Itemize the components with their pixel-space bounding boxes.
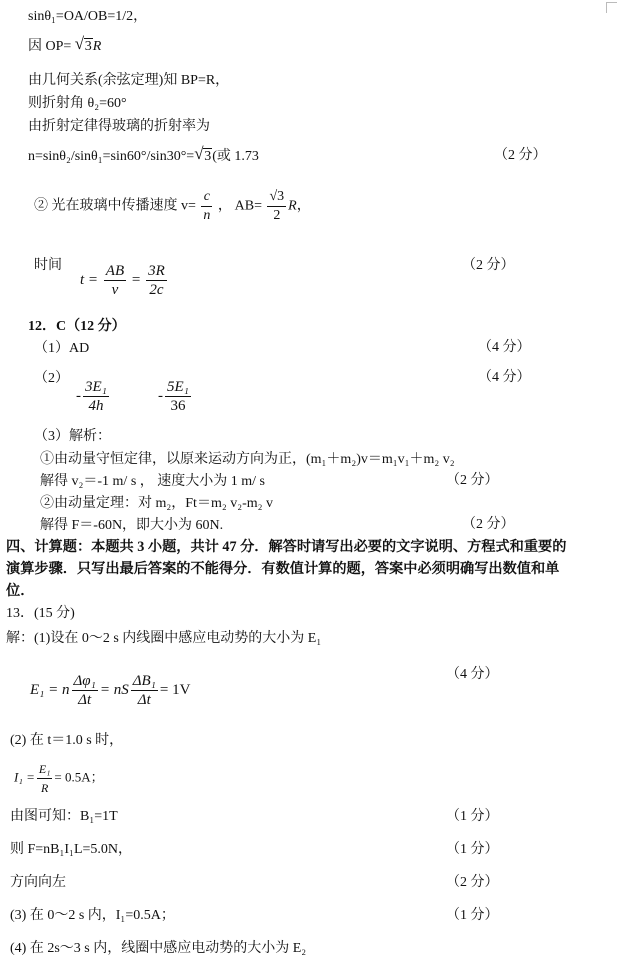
q13-direction: 方向向左 xyxy=(10,875,66,890)
line-time-label: 时间 xyxy=(34,258,62,273)
q13-part1: 解：(1)设在 0～2 s 内线圈中感应电动势的大小为 E₁ xyxy=(6,631,322,646)
q13-part3: (3) 在 0～2 s 内，I₁=0.5A； xyxy=(10,908,175,923)
answer-3-solve-f: 解得 F＝-60N，即大小为 60N. xyxy=(40,518,224,533)
eq-emf-e1: E₁ = n $\frac{\text{Δφ₁}}{\Delta t}$ = nS $\frac{\text{ΔB₁}}{\Delta t}$ = 1V xyxy=(30,673,191,708)
points-solve-f: （2 分） xyxy=(462,517,515,532)
fraction-3e1-over-4h: $\frac{\text{3E₁}}{4h}$ xyxy=(85,379,107,414)
points-index: （2 分） xyxy=(494,148,547,163)
fraction-dphi-over-dt: $\frac{\text{Δφ₁}}{\Delta t}$ xyxy=(73,673,96,708)
points-b1: （1 分） xyxy=(446,809,499,824)
ab-prefix: ， AB= xyxy=(217,198,262,214)
points-answer-2: （4 分） xyxy=(478,370,531,385)
line-speed: ② 光在玻璃中传播速度 v= $\frac{c}{n}$ ， AB= $\frac{√3}{2}$ R， xyxy=(34,189,311,223)
section-12: 12．C（12 分） xyxy=(28,319,126,334)
points-answer-1: （4 分） xyxy=(478,340,531,355)
fraction-sqrt3-over-2: $\frac{√3}{2}$ xyxy=(269,189,285,223)
eq-time: t = $\frac{AB}{v}$ = $\frac{3R}{2c}$ xyxy=(80,263,165,298)
page-corner-marker xyxy=(606,2,617,13)
q13-part2: (2) 在 t＝1.0 s 时， xyxy=(10,733,124,748)
fraction-3r-over-2c: $\frac{3R}{2c}$ xyxy=(148,263,165,298)
section-4-line-1: 四、计算题：本题共 3 小题，共计 47 分．解答时请写出必要的文字说明、方程式和重要的 xyxy=(6,539,567,555)
q13-part4: (4) 在 2s～3 s 内，线圈中感应电动势的大小为 E₂ xyxy=(10,941,307,956)
eq-current-i1: I₁ = $\frac{\text{E₁}}{R}$ = 0.5A； xyxy=(14,762,104,795)
points-emf-e1: （4 分） xyxy=(446,667,499,682)
fraction-c-over-n: $\frac{c}{n}$ xyxy=(203,189,211,223)
speed-prefix: ② 光在玻璃中传播速度 v= xyxy=(34,198,196,214)
line-sin-theta1: sinθ₁=OA/OB=1/2， xyxy=(28,9,148,24)
answer-2-label: （2） xyxy=(34,371,69,386)
answer-3-solve-v2: 解得 v₂＝-1 m/ s ， 速度大小为 1 m/ s xyxy=(40,474,265,489)
line-bp: 由几何关系(余弦定理)知 BP=R， xyxy=(28,73,230,88)
line-refraction-angle: 则折射角 θ₂=60° xyxy=(28,96,127,111)
sqrt-3-b: √ 3 xyxy=(194,144,212,164)
fraction-ab-over-v: $\frac{AB}{v}$ xyxy=(105,263,125,298)
time-var: t = xyxy=(80,271,99,288)
index-approx: (或 1.73 xyxy=(212,149,259,164)
line-refractive-index xyxy=(28,144,259,166)
answer-1: （1）AD xyxy=(34,341,90,356)
answer-3-momentum: ①由动量守恒定律，以原来运动方向为正，(m₁＋m₂)v＝m₁v₁＋m₂ v₂ xyxy=(40,452,455,467)
points-force: （1 分） xyxy=(446,842,499,857)
fraction-5e1-over-36: $\frac{\text{5E₁}}{36}$ xyxy=(167,379,189,414)
answer-3-impulse: ②由动量定理：对 m₂，Ft＝m₂ v₂-m₂ v xyxy=(40,496,274,511)
points-solve-v2: （2 分） xyxy=(446,473,499,488)
ab-var: R xyxy=(288,198,297,214)
section-4-line-2: 演算步骤．只写出最后答案的不能得分．有数值计算的题，答案中必须明确写出数值和单 xyxy=(6,561,560,577)
points-time: （2 分） xyxy=(462,258,515,273)
line-refraction-law: 由折射定律得玻璃的折射率为 xyxy=(28,119,210,134)
section-4-line-3: 位． xyxy=(6,583,35,599)
fraction-e1-over-r: $\frac{\text{E₁}}{R}$ xyxy=(38,762,51,795)
points-part3: （1 分） xyxy=(446,908,499,923)
q13-b1: 由图可知：B₁=1T xyxy=(10,809,118,824)
answer-3-label: （3）解析： xyxy=(34,429,111,444)
q13-force: 则 F=nB₁I₁L=5.0N， xyxy=(10,842,133,857)
answer-2-expr-2: - $\frac{\text{5E₁}}{36}$ xyxy=(158,379,189,414)
fraction-db-over-dt: $\frac{\text{ΔB₁}}{\Delta t}$ xyxy=(132,673,156,708)
op-prefix: 因 OP= xyxy=(28,39,72,54)
op-var: R xyxy=(92,39,102,54)
answer-2-expr-1: - $\frac{\text{3E₁}}{4h}$ xyxy=(76,379,107,414)
question-13: 13．(15 分) xyxy=(6,606,75,621)
line-op xyxy=(28,34,102,56)
sqrt-3: √ 3 xyxy=(74,34,92,54)
index-formula: n=sinθ₂/sinθ₁=sin60°/sin30°= xyxy=(28,149,195,164)
points-direction: （2 分） xyxy=(446,875,499,890)
